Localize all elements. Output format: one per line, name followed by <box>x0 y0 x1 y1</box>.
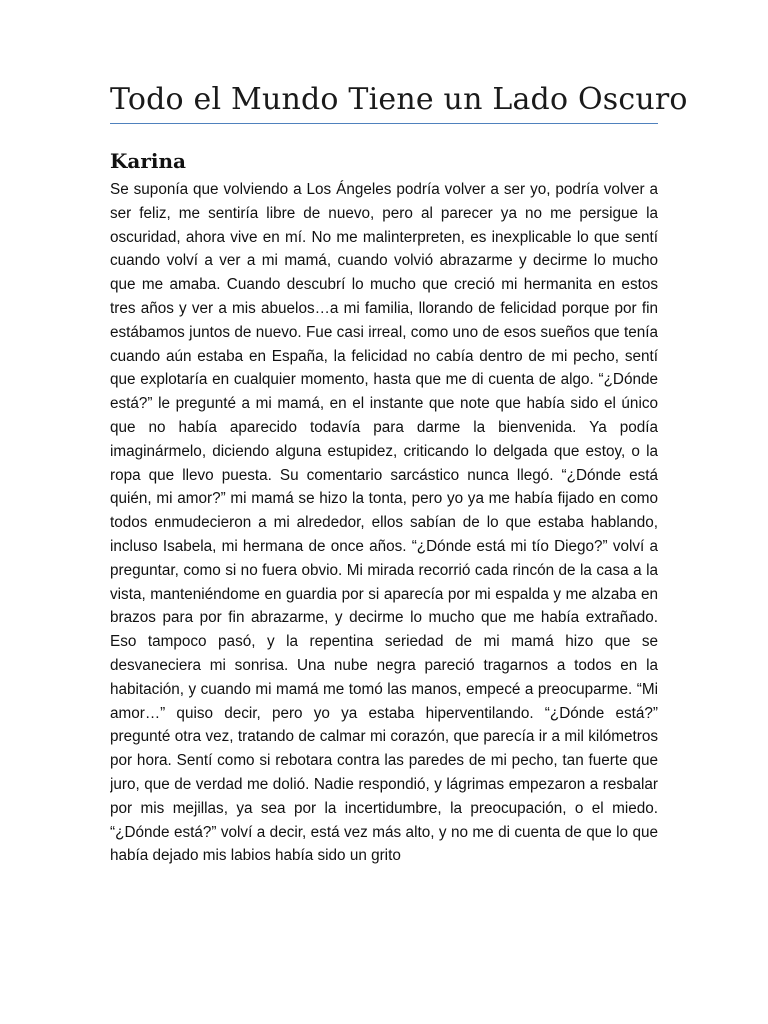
document-title: Todo el Mundo Tiene un Lado Oscuro <box>110 82 688 117</box>
title-underline-rule <box>110 123 658 124</box>
document-page <box>110 82 688 916</box>
chapter-heading: Karina <box>110 149 186 173</box>
chapter-body-text: Se suponía que volviendo a Los Ángeles podría volver a ser yo, podría volver a ser feliz, me sentiría libre de nuevo, pero al parecer ya no me persigue la oscuridad, ahora vive en mí. No me malinterpreten, es inexplicable lo que sentí cuando volví a ver a mi mamá, cuando volvió abrazarme y decirme lo mucho que me amaba. Cuando descubrí lo mucho que creció mi hermanita en estos tres años y ver a mis abuelos…a mi familia, llorando de felicidad porque por fin estábamos juntos de nuevo. Fue casi irreal, como uno de esos sueños que tenía cuando aún estaba en España, la felicidad no cabía dentro de mi pecho, sentí que explotaría en cualquier momento, hasta que me di cuenta de algo. “¿Dónde está?” le pregunté a mi mamá, en el instante que note que había sido el único que no había aparecido todavía para darme la bienvenida. Ya podía imaginármelo, diciendo alguna estupidez, criticando lo delgada que estoy, o la ropa que llevo puesta. Su comentario sarcástico nunca llegó. “¿Dónde está quién, mi amor?” mi mamá se hizo la tonta, pero yo ya me había fijado en como todos enmudecieron a mi alrededor, ellos sabían de lo que estaba hablando, incluso Isabela, mi hermana de once años. “¿Dónde está mi tío Diego?” volví a preguntar, como si no fuera obvio. Mi mirada recorrió cada rincón de la casa a la vista, manteniéndome en guardia por si aparecía por mi espalda y me alzaba en brazos para por fin abrazarme, y decirme lo mucho que me había extrañado. Eso tampoco pasó, y la repentina seriedad de mi mamá hizo que se desvaneciera mi sonrisa. Una nube negra pareció tragarnos a todos en la habitación, y cuando mi mamá me tomó las manos, empecé a preocuparme. “Mi amor…” quiso decir, pero yo ya estaba hiperventilando. “¿Dónde está?” pregunté otra vez, tratando de calmar mi corazón, que parecía ir a mil kilómetros por hora. Sentí como si rebotara contra las paredes de mi pecho, tan fuerte que juro, que de verdad me dolió. Nadie respondió, y lágrimas empezaron a resbalar por mis mejillas, ya sea por la incertidumbre, la preocupación, o el miedo. “¿Dónde está?” volví a decir, está vez más alto, y no me di cuenta de que lo que había dejado mis labios había sido un grito <box>110 181 658 865</box>
